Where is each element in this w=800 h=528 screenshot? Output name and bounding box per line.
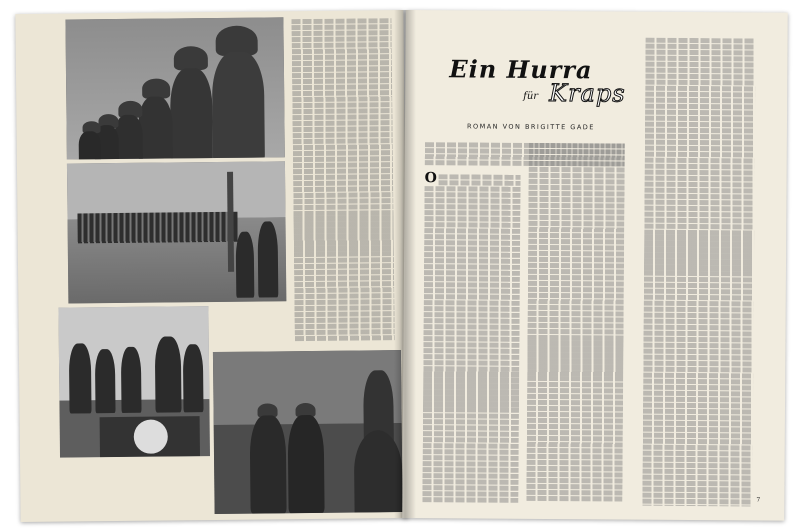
page-number: 7 bbox=[756, 496, 761, 504]
soldiers-helmets-photo bbox=[65, 17, 284, 159]
right-body-column-2 bbox=[526, 143, 625, 510]
swastika-banner-icon bbox=[100, 416, 200, 457]
story-title-name: Kraps bbox=[549, 79, 626, 108]
left-page bbox=[15, 10, 408, 522]
officers-reviewing-photo bbox=[58, 306, 210, 458]
right-page bbox=[402, 10, 788, 521]
story-title: Ein Hurra bbox=[449, 54, 593, 85]
left-body-text-column bbox=[291, 18, 394, 349]
right-body-column-1 bbox=[422, 174, 520, 509]
right-body-column-3 bbox=[642, 38, 755, 507]
drop-cap: O bbox=[424, 170, 437, 187]
parade-caption bbox=[208, 303, 286, 304]
parade-formation-photo bbox=[67, 161, 286, 303]
magazine-spread bbox=[18, 10, 786, 518]
ceremony-guards-photo bbox=[213, 350, 403, 514]
spine-shadow bbox=[394, 10, 416, 518]
story-title-fur: für bbox=[523, 90, 539, 102]
byline: ROMAN VON BRIGITTE GADE bbox=[466, 122, 595, 132]
officers-caption bbox=[60, 458, 210, 460]
